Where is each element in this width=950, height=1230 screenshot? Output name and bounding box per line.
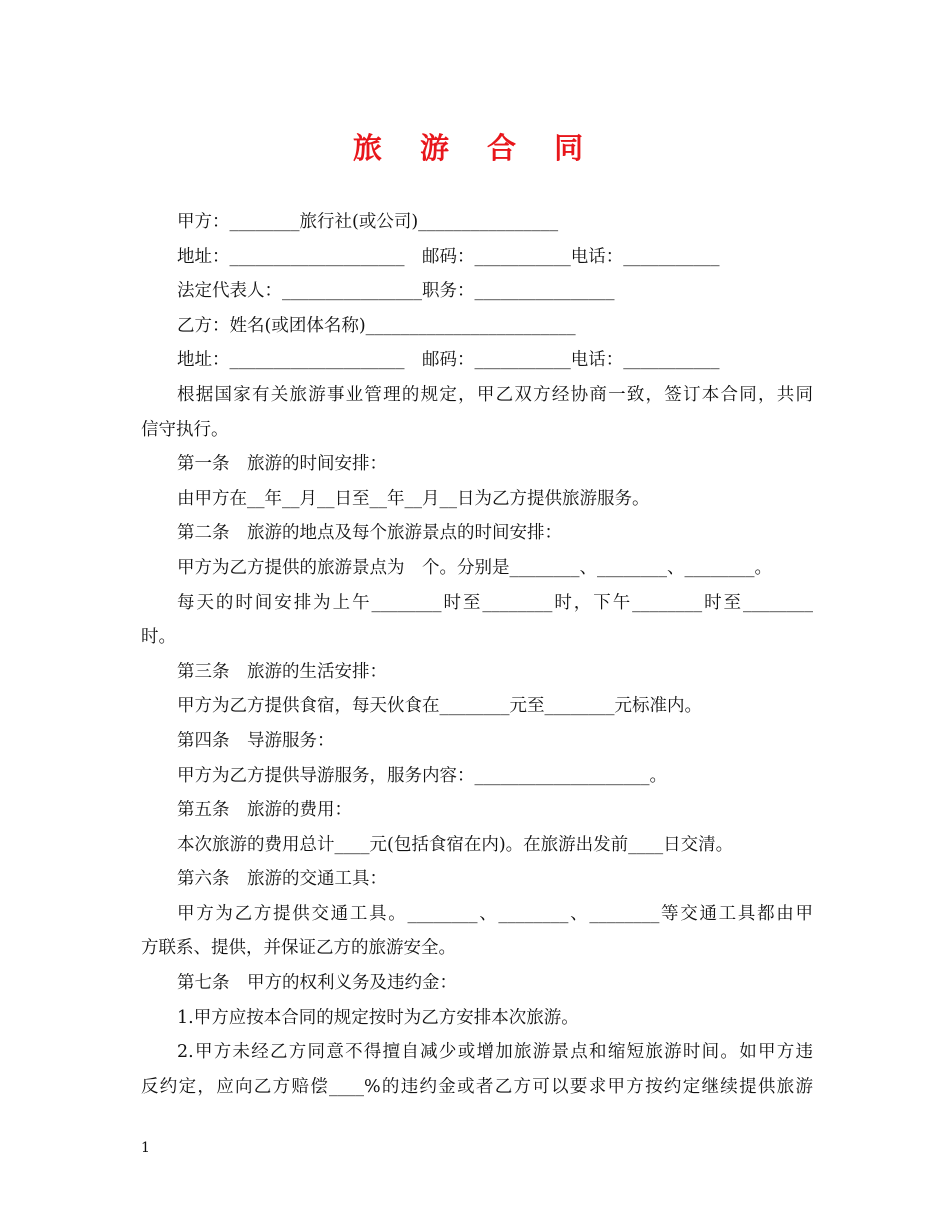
party-b-line: 乙方：姓名(或团体名称)________________________: [177, 315, 576, 336]
article-2-heading: 第二条 旅游的地点及每个旅游景点的时间安排：: [177, 523, 562, 544]
article-4-text: 甲方为乙方提供导游服务，服务内容：____________________。: [177, 765, 667, 786]
article-7-heading: 第七条 甲方的权利义务及违约金：: [177, 973, 457, 994]
article-7-item-2-line-2: 反约定，应向乙方赔偿____%的违约金或者乙方可以要求甲方按约定继续提供旅游: [141, 1076, 813, 1097]
party-a-line: 甲方：________旅行社(或公司)________________: [177, 212, 559, 232]
article-2-text-2: 每天的时间安排为上午________时至________时，下午________时至________: [177, 592, 813, 613]
party-a-address-line: 地址：____________________ 邮码：___________电话：___________: [177, 246, 720, 267]
article-4-heading: 第四条 导游服务：: [177, 730, 335, 751]
article-3-heading: 第三条 旅游的生活安排：: [177, 661, 387, 682]
article-6-heading: 第六条 旅游的交通工具：: [177, 869, 387, 890]
party-b-address-line: 地址：____________________ 邮码：___________电话：___________: [177, 350, 720, 371]
preamble-line-2: 信守执行。: [141, 419, 229, 440]
article-3-text: 甲方为乙方提供食宿，每天伙食在________元至________元标准内。: [177, 696, 702, 717]
article-5-heading: 第五条 旅游的费用：: [177, 800, 352, 821]
article-1-text: 由甲方在__年__月__日至__年__月__日为乙方提供旅游服务。: [177, 488, 650, 509]
article-1-heading: 第一条 旅游的时间安排：: [177, 454, 387, 475]
article-7-item-1: 1.甲方应按本合同的规定按时为乙方安排本次旅游。: [177, 1007, 579, 1028]
document-body: [141, 205, 813, 1104]
article-2-text-3: 时。: [141, 627, 176, 648]
article-6-text-2: 方联系、提供，并保证乙方的旅游安全。: [141, 938, 456, 959]
article-6-text-1: 甲方为乙方提供交通工具。________、________、________等交通工具都由甲: [177, 903, 813, 924]
page-number: 1: [141, 1140, 150, 1156]
document-title: 旅 游 合 同: [352, 131, 598, 165]
article-5-text: 本次旅游的费用总计____元(包括食宿在内)。在旅游出发前____日交清。: [177, 834, 734, 855]
legal-representative-line: 法定代表人：________________职务：________________: [177, 281, 615, 302]
article-7-item-2-line-1: 2.甲方未经乙方同意不得擅自减少或增加旅游景点和缩短旅游时间。如甲方违: [177, 1042, 813, 1063]
preamble-line-1: 根据国家有关旅游事业管理的规定，甲乙双方经协商一致，签订本合同，共同: [177, 384, 813, 405]
article-2-text-1: 甲方为乙方提供的旅游景点为 个。分别是________、________、________。: [177, 557, 772, 578]
